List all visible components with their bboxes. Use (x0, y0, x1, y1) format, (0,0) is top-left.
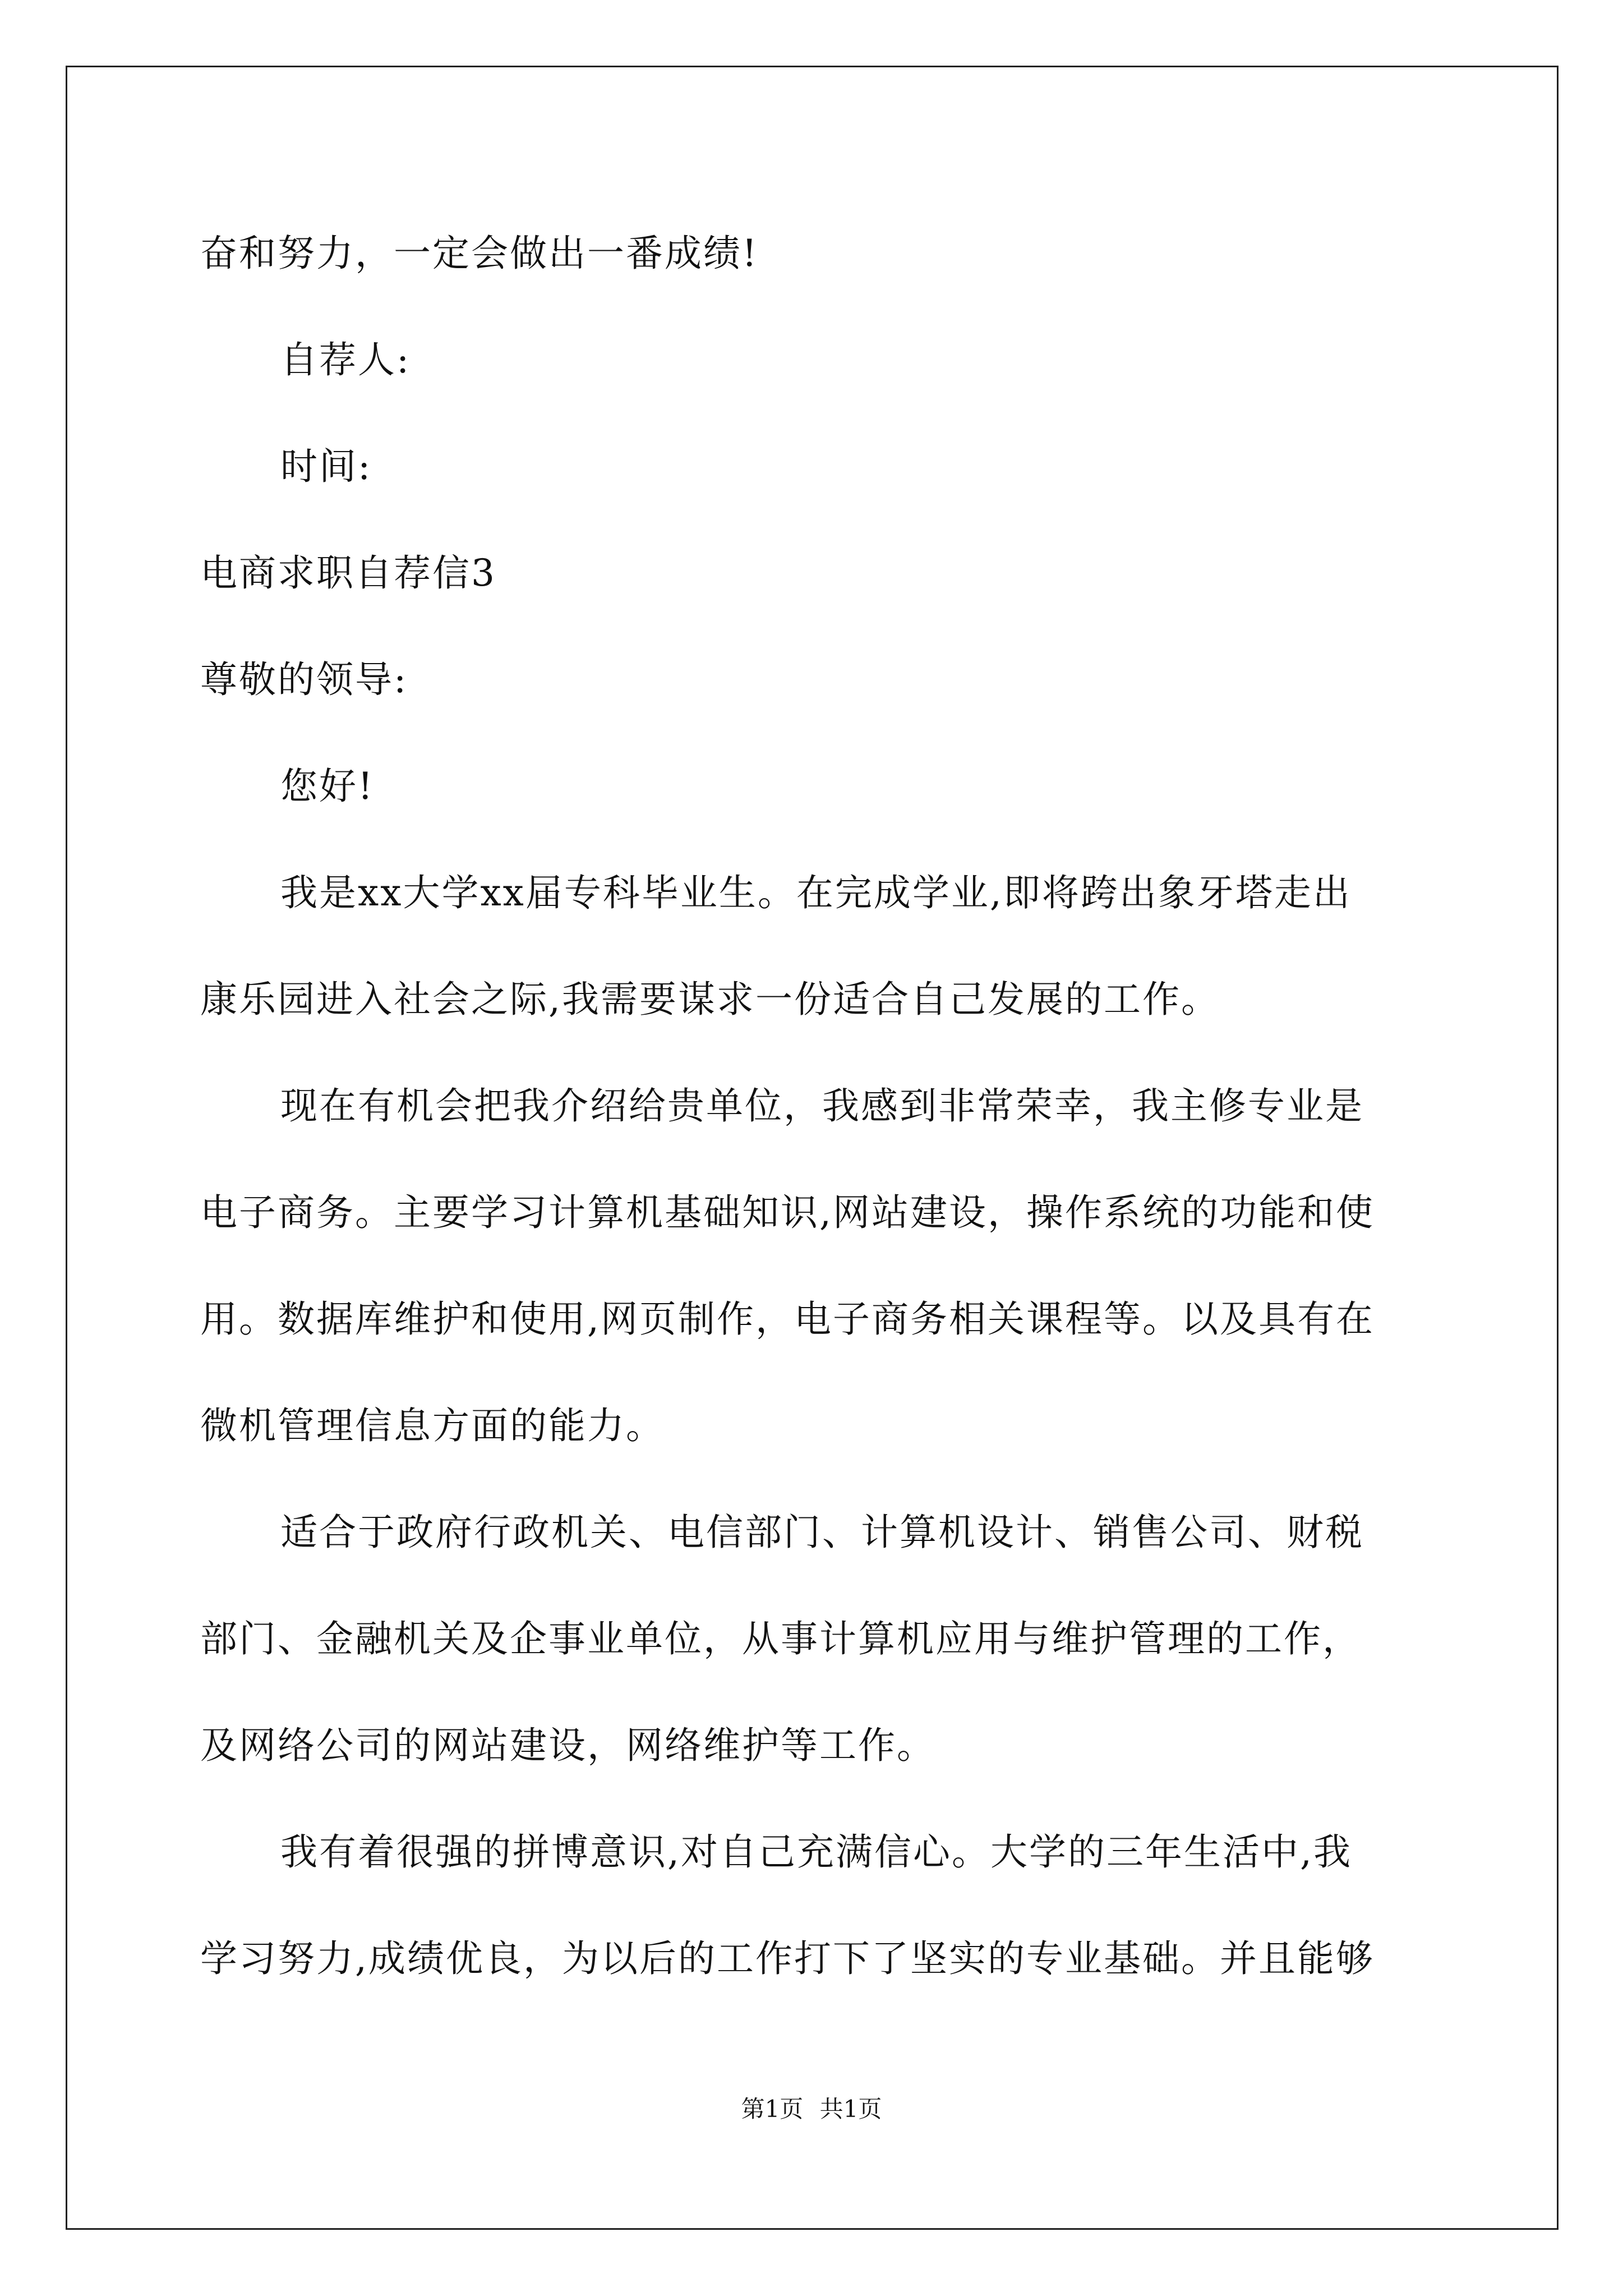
body-line: 现在有机会把我介绍给贵单位，我感到非常荣幸，我主修专业是 (280, 1084, 1364, 1128)
section-title: 电商求职自荐信3 (200, 551, 496, 595)
date-label: 时间: (280, 445, 372, 488)
page-number: 第1页 (741, 2095, 804, 2123)
page-footer (0, 2095, 1623, 2123)
page-border (66, 66, 1559, 2230)
body-line: 学习努力,成绩优良，为以后的工作打下了坚实的专业基础。并且能够 (200, 1937, 1375, 1980)
body-line: 康乐园进入社会之际,我需要谋求一份适合自己发展的工作。 (200, 978, 1220, 1021)
body-line: 奋和努力，一定会做出一番成绩! (200, 232, 759, 275)
greeting: 您好! (280, 765, 375, 808)
body-line: 部门、金融机关及企事业单位，从事计算机应用与维护管理的工作， (200, 1617, 1361, 1660)
body-line: 用。数据库维护和使用,网页制作，电子商务相关课程等。以及具有在 (200, 1297, 1375, 1341)
page-total: 共1页 (819, 2095, 882, 2123)
body-line: 适合于政府行政机关、电信部门、计算机设计、销售公司、财税 (280, 1511, 1364, 1554)
body-line: 我是xx大学xx届专科毕业生。在完成学业,即将跨出象牙塔走出 (280, 871, 1352, 914)
signature-label: 自荐人: (280, 338, 411, 381)
body-line: 微机管理信息方面的能力。 (200, 1404, 665, 1447)
body-line: 我有着很强的拼博意识,对自己充满信心。大学的三年生活中,我 (280, 1830, 1352, 1874)
body-line: 电子商务。主要学习计算机基础知识,网站建设，操作系统的功能和使 (200, 1191, 1375, 1234)
salutation: 尊敬的领导: (200, 658, 408, 701)
body-line: 及网络公司的网站建设，网络维护等工作。 (200, 1724, 935, 1767)
